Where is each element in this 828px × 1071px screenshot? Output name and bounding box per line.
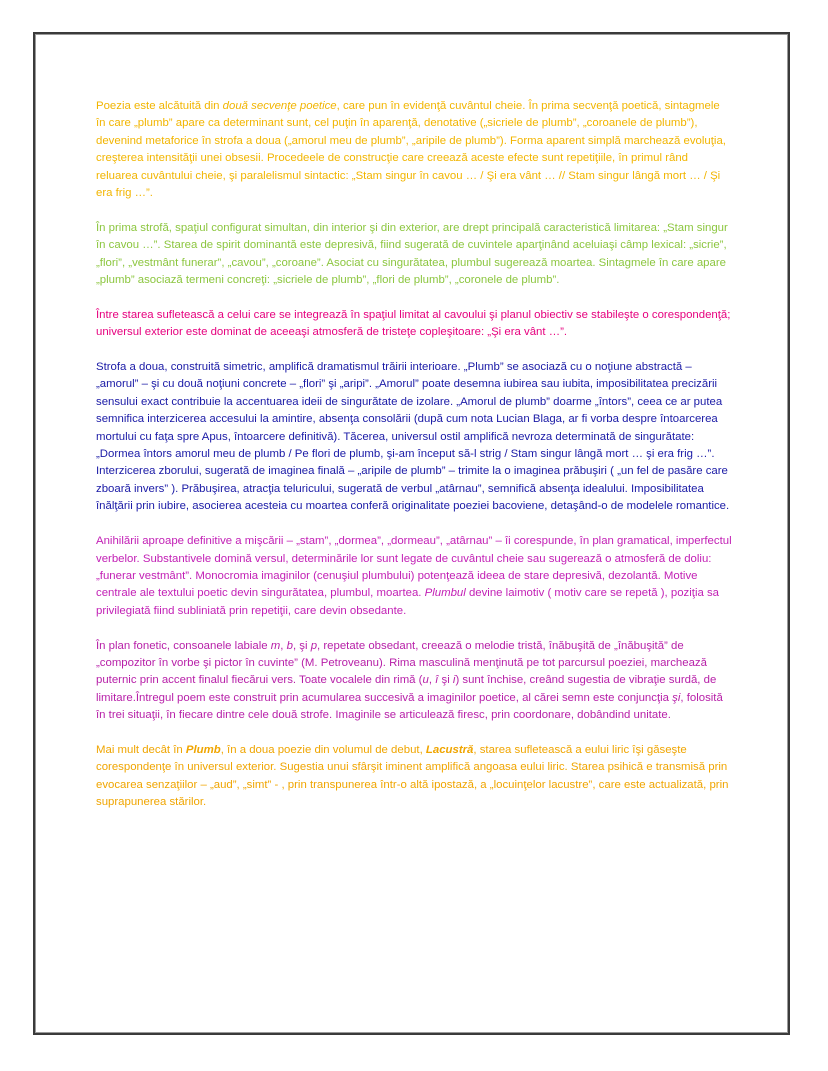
text-run: , <box>280 639 287 652</box>
text-run: , <box>428 674 436 687</box>
text-run-bold-italic: Plumb <box>185 743 221 756</box>
document-body <box>96 98 732 829</box>
paragraph-second-stanza <box>96 359 732 516</box>
text-run: , folosită în trei situaţii, în fiecare dintre cele două strofe. Imaginile se articulează firesc, prin coordonare, dobândind unitate. <box>96 691 723 722</box>
text-run: În prima strofă, spaţiul configurat simultan, din interior şi din exterior, are drept principală caracteristică limitarea: „Stam singur în cavou …”. Starea de spirit dominantă este depresivă, fiind sugerată de cuvintele aparţinând aceluiaşi câmp lexical: „sicrie”, „flori”, „vestmânt funerar”, „cavou”, „coroane”. Asociat cu singurătatea, plumbul sugerează moartea. Sintagmele în care apare „plumb” asociază termeni concreţi: „sicriele de plumb”, „flori de plumb”, „coronele de plumb”. <box>96 221 728 287</box>
text-run-italic: p <box>310 639 318 652</box>
text-run: Strofa a doua, construită simetric, amplifică dramatismul trăirii interioare. „Plumb” se asociază cu o noţiune abstractă – „amorul” – şi cu două noţiuni concrete – „flori” şi „aripi”. „Amorul” poate desemna iubirea sau iubita, imposibilitatea precizării sensului exact contribuie la accentuarea ideii de singurătate de izolare. „Amorul de plumb” doarme „întors”, ceea ce ar putea semnifica interzicerea accesului la amintire, absenţa consolării (după cum nota Lucian Blaga, ar fi vorba despre întoarcerea mortului cu faţa spre Apus, întoarcere definitivă). Tăcerea, universul ostil amplifică nevroza determinată de singurătate: „Dormea întors amorul meu de plumb / Pe flori de plumb, şi-am început să-l strig / Stam singur lângă mort … şi era frig …”. Interzicerea zborului, sugerată de imaginea finală – „aripile de plumb” – trimite la o imaginea prăbuşiri ( „un fel de pasăre care zboară invers” ). Prăbuşirea, atracţia teluricului, sugerată de verbul „atârnau”, semnifică absenţa idealului. Imposibilitatea înălţării prin iubire, asocierea acesteia cu moartea conferă originalitate poeziei bacoviene, detaşând-o de modelele romantice. <box>96 361 730 513</box>
text-run: Anihilării aproape definitive a mişcării – „stam”, „dormea”, „dormeau”, „atârnau” – îi corespunde, în plan gramatical, imperfectul verbelor. Substantivele domină versul, determinările lor sunt legate de cuvântul cheie sau sugerează o atmosferă de doliu: „funerar vestmânt”. Monocromia imaginilor (cenuşiul plumbului) potenţează ideea de stare depresivă, dezolantă. Motive centrale ale textului poetic devin singurătatea, plumbul, moartea. <box>96 535 732 600</box>
text-run-italic: b <box>286 639 293 652</box>
text-run: , şi <box>292 639 311 652</box>
text-run: , în a doua poezie din volumul de debut, <box>220 743 426 756</box>
paragraph-grammar <box>96 533 732 620</box>
text-run: În plan fonetic, consoanele labiale <box>96 639 271 652</box>
paragraph-correspondence <box>96 307 732 342</box>
text-run-italic: două secvenţe poetice <box>222 100 337 112</box>
paragraph-intro <box>96 98 732 202</box>
text-run: Poezia este alcătuită din <box>96 100 223 112</box>
text-run-italic: î <box>435 674 439 687</box>
text-run-italic: i <box>452 674 456 687</box>
text-run: , starea sufletească a eului liric îşi găseşte corespondenţe în universul exterior. Sugestia unui sfârşit iminent amplifică angoasa eului liric. Starea psihică e transmisă prin evocarea senzaţiilor – „aud”, „simt” - , prin transpunerea într-o altă ipostază, a „locuinţelor lacustre”, care este actualizată, prin suprapunerea stărilor. <box>96 743 729 809</box>
text-run: , repetate obsedant, creează o melodie tristă, înăbuşită de „înăbuşită” de „compozitor în vorbe şi pictor în cuvinte” (M. Petroveanu). Rima masculină menţinută pe tot parcursul poeziei, marchează puternic prin accent finalul fiecărui vers. Toate vocalele din rimă ( <box>96 639 707 687</box>
text-run: şi <box>438 674 453 687</box>
text-run-italic: şi <box>672 691 681 704</box>
paragraph-phonetic <box>96 638 732 725</box>
text-run-italic: Plumbul <box>424 587 466 600</box>
paragraph-first-stanza <box>96 220 732 290</box>
text-run: , care pun în evidenţă cuvântul cheie. În prima secvenţă poetică, sintagmele în care „plumb” apare ca determinant sunt, cel puţin în aparenţă, denotative („sicriele de plumb”, „coroanele de plumb”), devenind metaforice în strofa a doua („amorul meu de plumb”, „aripile de plumb”). Forma aparent simplă marchează evoluţia, creşterea intensităţii unei obsesii. Procedeele de construcţie care creează aceste efecte sunt repetiţiile, în primul rând reluarea cuvântului cheie, şi paralelismul sintactic: „Stam singur în cavou … / Şi era vânt … // Stam singur lângă mort … / Şi era frig …”. <box>96 100 726 200</box>
text-run: Mai mult decât în <box>96 743 186 756</box>
text-run-italic: m <box>270 639 281 652</box>
text-run: Între starea sufletească a celui care se integrează în spaţiul limitat al cavoului şi planul obiectiv se stabileşte o corespondenţă; universul exterior este dominat de aceeaşi atmosferă de tristeţe copleşitoare: „Şi era vânt …”. <box>96 308 731 339</box>
text-run-bold-italic: Lacustră <box>425 743 474 756</box>
text-run-italic: u <box>422 674 429 687</box>
text-run: devine laimotiv ( motiv care se repetă ), poziţia sa privilegiată fiind subliniată prin repetiţii, care devin obsedante. <box>96 587 720 617</box>
text-run: ) sunt închise, creând sugestia de vibraţie surdă, de limitare.Întregul poem este construit prin acumularea succesivă a imaginilor poetice, al cărei semn este conjuncţia <box>96 674 717 704</box>
paragraph-lacustra <box>96 742 732 812</box>
